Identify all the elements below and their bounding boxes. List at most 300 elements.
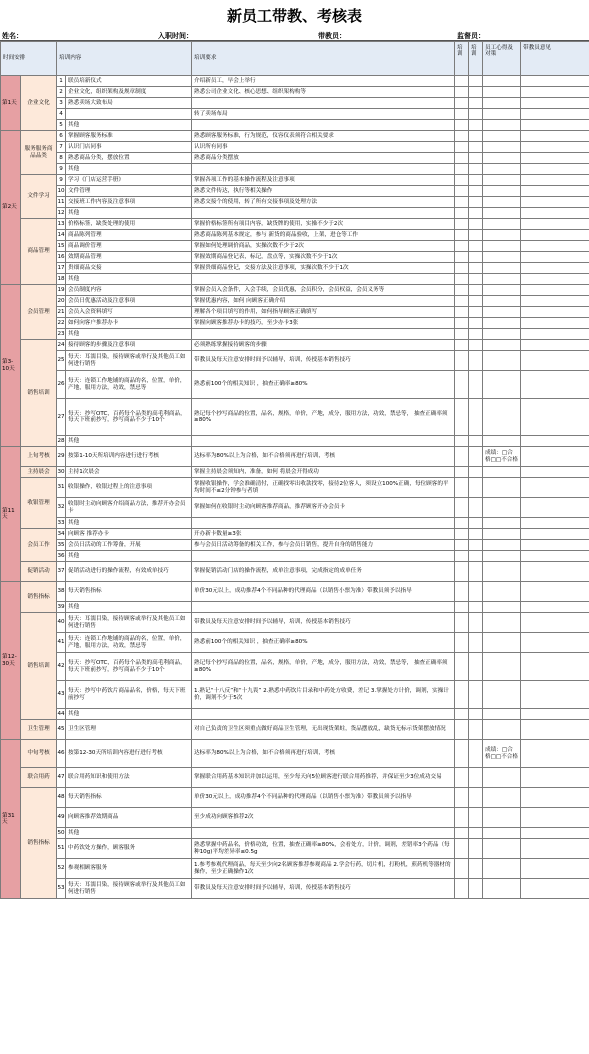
requirement-cell: 掌握会员入会条件，入会手续，会员优惠，会员积分，会员权益，会员义务等 bbox=[192, 285, 455, 296]
requirement-cell: 熟悉交接个的使用，转了所有交接事项及处理方法 bbox=[192, 197, 455, 208]
mentor-opinion-cell bbox=[521, 131, 589, 142]
period-cell: 第3-10天 bbox=[1, 285, 21, 447]
item-number: 3 bbox=[57, 98, 66, 109]
requirement-cell: 对自己负责的卫生区须重点做好商品卫生管理，无出现货架蛀，货品摆放乱，缺货无标示货架摆放情况 bbox=[192, 720, 455, 740]
table-row bbox=[1, 879, 589, 899]
train-cell bbox=[455, 709, 469, 720]
header-requirement: 培训要求 bbox=[192, 42, 455, 76]
item-number: 9 bbox=[57, 164, 66, 175]
assess-cell bbox=[469, 296, 483, 307]
content-cell: 每天销售指标 bbox=[66, 582, 192, 602]
item-number: 29 bbox=[57, 447, 66, 467]
requirement-cell: 熟记每个抄写商品的位置，品名，规格，单价，产地，成分，服用方法，功效，禁忌等， 抽查正确率须≥80% bbox=[192, 653, 455, 681]
item-number: 20 bbox=[57, 296, 66, 307]
content-cell: 交接班工作内容及注意事项 bbox=[66, 197, 192, 208]
mentor-opinion-cell bbox=[521, 142, 589, 153]
table-row bbox=[1, 839, 589, 859]
assess-cell bbox=[469, 274, 483, 285]
item-number: 47 bbox=[57, 768, 66, 788]
review-cell bbox=[483, 351, 521, 371]
assess-cell bbox=[469, 208, 483, 219]
table-row bbox=[1, 186, 589, 197]
item-number: 4 bbox=[57, 109, 66, 120]
content-cell: 其他 bbox=[66, 120, 192, 131]
item-number: 44 bbox=[57, 709, 66, 720]
content-cell: 每天：耳濡目染，接待顾客或举行及其他员工如何进行销售 bbox=[66, 613, 192, 633]
table-row bbox=[1, 768, 589, 788]
assess-cell bbox=[469, 788, 483, 808]
content-cell: 按第12-30天所培训内容进行进行考核 bbox=[66, 740, 192, 768]
review-cell bbox=[483, 562, 521, 582]
requirement-cell: 掌握效期商品登记表，标记，盘点等，实操次数不少于1次 bbox=[192, 252, 455, 263]
review-cell bbox=[483, 478, 521, 498]
requirement-cell: 熟悉前100个的相关知识 ，抽查正确率≥80% bbox=[192, 371, 455, 399]
mentor-opinion-cell bbox=[521, 296, 589, 307]
item-number: 11 bbox=[57, 197, 66, 208]
item-number: 30 bbox=[57, 467, 66, 478]
requirement-cell bbox=[192, 120, 455, 131]
category-cell: 商品管理 bbox=[21, 219, 57, 285]
item-number: 31 bbox=[57, 478, 66, 498]
item-number: 21 bbox=[57, 307, 66, 318]
content-cell: 商品陈列管理 bbox=[66, 230, 192, 241]
content-cell: 接待顾客的步骤及注意事项 bbox=[66, 340, 192, 351]
train-cell bbox=[455, 307, 469, 318]
table-row bbox=[1, 197, 589, 208]
table-row bbox=[1, 681, 589, 709]
train-cell bbox=[455, 529, 469, 540]
item-number: 32 bbox=[57, 498, 66, 518]
train-cell bbox=[455, 768, 469, 788]
train-cell bbox=[455, 329, 469, 340]
requirement-cell: 至少成功向顾客推荐2次 bbox=[192, 808, 455, 828]
review-cell bbox=[483, 518, 521, 529]
requirement-cell: 掌握促销活动门店的操作流程，成单注意事项，完成指定的成单任务 bbox=[192, 562, 455, 582]
mentor-opinion-cell bbox=[521, 602, 589, 613]
mentor-opinion-cell bbox=[521, 562, 589, 582]
item-number: 53 bbox=[57, 879, 66, 899]
mentor-opinion-cell bbox=[521, 529, 589, 540]
table-row bbox=[1, 447, 589, 467]
train-cell bbox=[455, 230, 469, 241]
train-cell bbox=[455, 219, 469, 230]
train-cell bbox=[455, 540, 469, 551]
review-cell bbox=[483, 582, 521, 602]
table-row bbox=[1, 498, 589, 518]
content-cell bbox=[66, 109, 192, 120]
train-cell bbox=[455, 164, 469, 175]
content-cell: 掌握顾客服务标准 bbox=[66, 131, 192, 142]
mentor-opinion-cell bbox=[521, 371, 589, 399]
content-cell: 商品调价管理 bbox=[66, 241, 192, 252]
mentor-opinion-cell bbox=[521, 768, 589, 788]
table-row bbox=[1, 478, 589, 498]
assess-cell bbox=[469, 681, 483, 709]
requirement-cell: 开办新卡数量≥3张 bbox=[192, 529, 455, 540]
assess-cell bbox=[469, 478, 483, 498]
review-cell bbox=[483, 98, 521, 109]
table-row bbox=[1, 296, 589, 307]
requirement-cell: 带教员及每天注意安排时间予以辅导，培训，传授基本销售技巧 bbox=[192, 351, 455, 371]
content-cell: 按第1-10天所培训内容进行进行考核 bbox=[66, 447, 192, 467]
train-cell bbox=[455, 340, 469, 351]
content-cell: 会员日活动的工作筹备，开展 bbox=[66, 540, 192, 551]
item-number: 28 bbox=[57, 436, 66, 447]
mentor-opinion-cell bbox=[521, 274, 589, 285]
review-cell bbox=[483, 76, 521, 87]
assess-cell bbox=[469, 131, 483, 142]
requirement-cell: 掌握向顾客推荐办卡的技巧，至少办卡3张 bbox=[192, 318, 455, 329]
mentor-opinion-cell bbox=[521, 720, 589, 740]
category-cell: 销售培训 bbox=[21, 613, 57, 720]
header-time: 时间安排 bbox=[1, 42, 57, 76]
assess-cell bbox=[469, 768, 483, 788]
item-number: 22 bbox=[57, 318, 66, 329]
mentor-opinion-cell bbox=[521, 633, 589, 653]
review-cell bbox=[483, 263, 521, 274]
requirement-cell: 带教员及每天注意安排时间予以辅导，培训，传授基本销售技巧 bbox=[192, 613, 455, 633]
review-cell bbox=[483, 307, 521, 318]
category-cell: 销售指标 bbox=[21, 788, 57, 899]
table-row bbox=[1, 153, 589, 164]
train-cell bbox=[455, 788, 469, 808]
name-label: 姓名： bbox=[2, 32, 23, 40]
requirement-cell bbox=[192, 274, 455, 285]
page-title: 新员工带教、考核表 bbox=[226, 6, 362, 25]
review-cell bbox=[483, 109, 521, 120]
mentor-opinion-cell bbox=[521, 399, 589, 436]
mentor-opinion-cell bbox=[521, 241, 589, 252]
train-cell bbox=[455, 633, 469, 653]
assess-cell bbox=[469, 633, 483, 653]
requirement-cell bbox=[192, 518, 455, 529]
table-row bbox=[1, 720, 589, 740]
content-cell: 会员入会资料填写 bbox=[66, 307, 192, 318]
mentor-opinion-cell bbox=[521, 186, 589, 197]
table-row bbox=[1, 274, 589, 285]
mentor-opinion-cell bbox=[521, 467, 589, 478]
assess-cell bbox=[469, 153, 483, 164]
requirement-cell: 带教员及每天注意安排时间予以辅导，培训，传授基本销售技巧 bbox=[192, 879, 455, 899]
assess-cell bbox=[469, 329, 483, 340]
assess-cell bbox=[469, 839, 483, 859]
requirement-cell: 达标率为80%以上为合格，如不合格须再进行培训，考核 bbox=[192, 740, 455, 768]
item-number: 25 bbox=[57, 351, 66, 371]
mentor-opinion-cell bbox=[521, 340, 589, 351]
requirement-cell: 转了卖场布局 bbox=[192, 109, 455, 120]
train-cell bbox=[455, 131, 469, 142]
review-cell bbox=[483, 498, 521, 518]
requirement-cell: 参与会员日活动筹备的相关工作，参与会员日销售，提升自身的销售能力 bbox=[192, 540, 455, 551]
period-cell: 第12-30天 bbox=[1, 582, 21, 740]
content-cell: 向顾客 推荐办卡 bbox=[66, 529, 192, 540]
train-cell bbox=[455, 447, 469, 467]
content-cell: 卫生区管理 bbox=[66, 720, 192, 740]
review-cell bbox=[483, 540, 521, 551]
review-cell bbox=[483, 788, 521, 808]
content-cell: 熟悉商品分类，摆放位置 bbox=[66, 153, 192, 164]
train-cell bbox=[455, 109, 469, 120]
review-cell bbox=[483, 720, 521, 740]
assess-cell bbox=[469, 307, 483, 318]
train-cell bbox=[455, 562, 469, 582]
mentor-opinion-cell bbox=[521, 879, 589, 899]
requirement-cell: 熟悉公司企业文化、核心思想、组织架构构等 bbox=[192, 87, 455, 98]
content-cell: 其他 bbox=[66, 709, 192, 720]
category-cell: 上旬考核 bbox=[21, 447, 57, 467]
assess-cell bbox=[469, 436, 483, 447]
reviewer-label: 监督员： bbox=[457, 32, 485, 40]
mentor-opinion-cell bbox=[521, 447, 589, 467]
requirement-cell: 熟悉顾客服务标准，行为规范，仪容仪表须符合相关要求 bbox=[192, 131, 455, 142]
item-number: 45 bbox=[57, 720, 66, 740]
train-cell bbox=[455, 371, 469, 399]
table-row bbox=[1, 602, 589, 613]
train-cell bbox=[455, 653, 469, 681]
train-cell bbox=[455, 186, 469, 197]
meta-bar bbox=[0, 30, 589, 41]
train-cell bbox=[455, 740, 469, 768]
mentor-opinion-cell bbox=[521, 285, 589, 296]
category-cell: 销售指标 bbox=[21, 582, 57, 613]
item-number: 41 bbox=[57, 633, 66, 653]
item-number: 38 bbox=[57, 582, 66, 602]
mentor-opinion-cell bbox=[521, 839, 589, 859]
train-cell bbox=[455, 681, 469, 709]
train-cell bbox=[455, 120, 469, 131]
item-number: 52 bbox=[57, 859, 66, 879]
review-cell bbox=[483, 175, 521, 186]
table-row bbox=[1, 285, 589, 296]
table-row bbox=[1, 582, 589, 602]
review-cell bbox=[483, 613, 521, 633]
assess-cell bbox=[469, 613, 483, 633]
mentor-opinion-cell bbox=[521, 87, 589, 98]
item-number: 40 bbox=[57, 613, 66, 633]
content-cell: 收银时主动向顾客介绍商品方法，推荐开办会员卡 bbox=[66, 498, 192, 518]
item-number: 50 bbox=[57, 828, 66, 839]
mentor-opinion-cell bbox=[521, 681, 589, 709]
content-cell: 其他 bbox=[66, 436, 192, 447]
table-body bbox=[1, 76, 589, 899]
mentor-label: 带教员： bbox=[318, 32, 346, 40]
train-cell bbox=[455, 285, 469, 296]
content-cell: 每天销售指标 bbox=[66, 788, 192, 808]
requirement-cell: 认识所有同事 bbox=[192, 142, 455, 153]
category-cell: 销售培训 bbox=[21, 340, 57, 447]
requirement-cell: 达标率为80%以上为合格，如不合格须再进行培训，考核 bbox=[192, 447, 455, 467]
mentor-opinion-cell bbox=[521, 120, 589, 131]
review-cell bbox=[483, 131, 521, 142]
review-cell bbox=[483, 186, 521, 197]
train-cell bbox=[455, 399, 469, 436]
assess-cell bbox=[469, 175, 483, 186]
mentor-opinion-cell bbox=[521, 175, 589, 186]
item-number: 6 bbox=[57, 131, 66, 142]
train-cell bbox=[455, 582, 469, 602]
review-cell bbox=[483, 529, 521, 540]
item-number: 51 bbox=[57, 839, 66, 859]
mentor-opinion-cell bbox=[521, 653, 589, 681]
review-cell bbox=[483, 681, 521, 709]
content-cell: 其他 bbox=[66, 828, 192, 839]
table-row bbox=[1, 131, 589, 142]
train-cell bbox=[455, 436, 469, 447]
content-cell: 如何向客户推荐办卡 bbox=[66, 318, 192, 329]
table-row bbox=[1, 142, 589, 153]
assess-cell bbox=[469, 318, 483, 329]
table-row bbox=[1, 87, 589, 98]
requirement-cell: 掌握如何处理调价商品，实操次数不少于2次 bbox=[192, 241, 455, 252]
requirement-cell: 掌握贵细商品登记，交接方法及注意事项，实操次数不少于1次 bbox=[192, 263, 455, 274]
assess-cell bbox=[469, 399, 483, 436]
mentor-opinion-cell bbox=[521, 613, 589, 633]
train-cell bbox=[455, 296, 469, 307]
train-cell bbox=[455, 879, 469, 899]
content-cell: 文件管理 bbox=[66, 186, 192, 197]
train-cell bbox=[455, 175, 469, 186]
item-number: 18 bbox=[57, 274, 66, 285]
assess-cell bbox=[469, 109, 483, 120]
train-cell bbox=[455, 197, 469, 208]
content-cell: 中药饮处方操作，顾客服务 bbox=[66, 839, 192, 859]
requirement-cell: 熟记每个抄写商品的位置，品名，规格，单价，产地，成分，服用方法，功效，禁忌等， 抽查正确率须≥80% bbox=[192, 399, 455, 436]
requirement-cell: 1.熟记“十八反”和“十九畏” 2.熟悉中药饮片目录和中药处方收费，差记 3.掌握处方计价，调剂，实操计价，调剂不少于5次 bbox=[192, 681, 455, 709]
item-number: 39 bbox=[57, 602, 66, 613]
table-row bbox=[1, 540, 589, 551]
requirement-cell bbox=[192, 602, 455, 613]
mentor-opinion-cell bbox=[521, 859, 589, 879]
mentor-opinion-cell bbox=[521, 307, 589, 318]
train-cell bbox=[455, 241, 469, 252]
assess-cell bbox=[469, 602, 483, 613]
item-number: 37 bbox=[57, 562, 66, 582]
content-cell: 每天：耳濡目染，接待顾客或举行及其他员工如何进行销售 bbox=[66, 879, 192, 899]
table-row bbox=[1, 263, 589, 274]
assess-cell bbox=[469, 252, 483, 263]
requirement-cell: 必须熟练掌握接待顾客的步骤 bbox=[192, 340, 455, 351]
requirement-cell: 掌握如何在收银时主动向顾客推荐商品，推荐顾客开办会员卡 bbox=[192, 498, 455, 518]
review-cell bbox=[483, 285, 521, 296]
mentor-opinion-cell bbox=[521, 808, 589, 828]
content-cell: 学习《门店运营手册》 bbox=[66, 175, 192, 186]
table-row bbox=[1, 788, 589, 808]
requirement-cell bbox=[192, 436, 455, 447]
table-row bbox=[1, 562, 589, 582]
review-cell bbox=[483, 142, 521, 153]
category-cell: 会员工作 bbox=[21, 529, 57, 562]
train-cell bbox=[455, 613, 469, 633]
requirement-cell: 单价30元以上，成功推荐4个不同品种的代理商品（以销售小票为准）带教员须予以指导 bbox=[192, 788, 455, 808]
category-cell: 会员管理 bbox=[21, 285, 57, 340]
table-row bbox=[1, 518, 589, 529]
item-number: 49 bbox=[57, 808, 66, 828]
assess-cell bbox=[469, 551, 483, 562]
item-number: 33 bbox=[57, 518, 66, 529]
review-cell bbox=[483, 274, 521, 285]
assess-cell bbox=[469, 164, 483, 175]
review-cell bbox=[483, 87, 521, 98]
header-content: 培训内容 bbox=[57, 42, 192, 76]
item-number: 36 bbox=[57, 551, 66, 562]
table-row bbox=[1, 241, 589, 252]
review-cell bbox=[483, 120, 521, 131]
table-row bbox=[1, 653, 589, 681]
review-cell bbox=[483, 808, 521, 828]
item-number: 7 bbox=[57, 142, 66, 153]
table-row bbox=[1, 175, 589, 186]
train-cell bbox=[455, 252, 469, 263]
train-cell bbox=[455, 76, 469, 87]
mentor-opinion-cell bbox=[521, 98, 589, 109]
requirement-cell bbox=[192, 709, 455, 720]
review-cell bbox=[483, 709, 521, 720]
train-cell bbox=[455, 808, 469, 828]
mentor-opinion-cell bbox=[521, 109, 589, 120]
table-row bbox=[1, 219, 589, 230]
category-cell: 联合用药 bbox=[21, 768, 57, 788]
table-row bbox=[1, 307, 589, 318]
assess-cell bbox=[469, 529, 483, 540]
assess-cell bbox=[469, 340, 483, 351]
requirement-cell: 掌握优惠内容，如何 向顾客正确介绍 bbox=[192, 296, 455, 307]
item-number: 46 bbox=[57, 740, 66, 768]
header-review: 员工心得及对策 bbox=[483, 42, 521, 76]
assess-cell bbox=[469, 740, 483, 768]
assess-cell bbox=[469, 447, 483, 467]
train-cell bbox=[455, 839, 469, 859]
requirement-cell bbox=[192, 329, 455, 340]
content-cell: 效期商品管理 bbox=[66, 252, 192, 263]
requirement-cell: 掌握价格标签所有项目内容，缺货牌的使用，实操不少于2次 bbox=[192, 219, 455, 230]
item-number: 26 bbox=[57, 371, 66, 399]
train-cell bbox=[455, 351, 469, 371]
requirement-cell bbox=[192, 828, 455, 839]
table-row bbox=[1, 371, 589, 399]
content-cell: 参观相顾客服务 bbox=[66, 859, 192, 879]
review-cell bbox=[483, 219, 521, 230]
mentor-opinion-cell bbox=[521, 318, 589, 329]
review-cell bbox=[483, 296, 521, 307]
table-row bbox=[1, 551, 589, 562]
table-row bbox=[1, 351, 589, 371]
content-cell: 主持1次晨会 bbox=[66, 467, 192, 478]
train-cell bbox=[455, 467, 469, 478]
table-row bbox=[1, 467, 589, 478]
review-cell bbox=[483, 230, 521, 241]
review-cell bbox=[483, 859, 521, 879]
header-train: 培训 bbox=[455, 42, 469, 76]
item-number: 34 bbox=[57, 529, 66, 540]
mentor-opinion-cell bbox=[521, 828, 589, 839]
review-cell bbox=[483, 252, 521, 263]
category-cell: 促销活动 bbox=[21, 562, 57, 582]
item-number: 24 bbox=[57, 340, 66, 351]
table-row bbox=[1, 436, 589, 447]
content-cell: 每天：连锁工作地铺的商品的名，位置，单价，产地，服用方法，功效，禁忌等 bbox=[66, 371, 192, 399]
requirement-cell: 熟悉掌握中药品名，价格功效，位置，抽查正确率≥80%，会看处方，计价，调剂，差错率3个药品（每种10g)平均差异率≤0.5g bbox=[192, 839, 455, 859]
item-number: 10 bbox=[57, 186, 66, 197]
review-cell bbox=[483, 164, 521, 175]
assess-cell bbox=[469, 87, 483, 98]
mentor-opinion-cell bbox=[521, 351, 589, 371]
requirement-cell: 掌握收银操作，学会准确清付，正确找零出收款找零，接待2位客人，须设立100%正确，每位顾客的平均时间不≤2分钟参与者填 bbox=[192, 478, 455, 498]
category-cell: 服务服务商品品类 bbox=[21, 131, 57, 175]
assess-cell bbox=[469, 582, 483, 602]
item-number: 15 bbox=[57, 241, 66, 252]
mentor-opinion-cell bbox=[521, 230, 589, 241]
assess-cell bbox=[469, 98, 483, 109]
